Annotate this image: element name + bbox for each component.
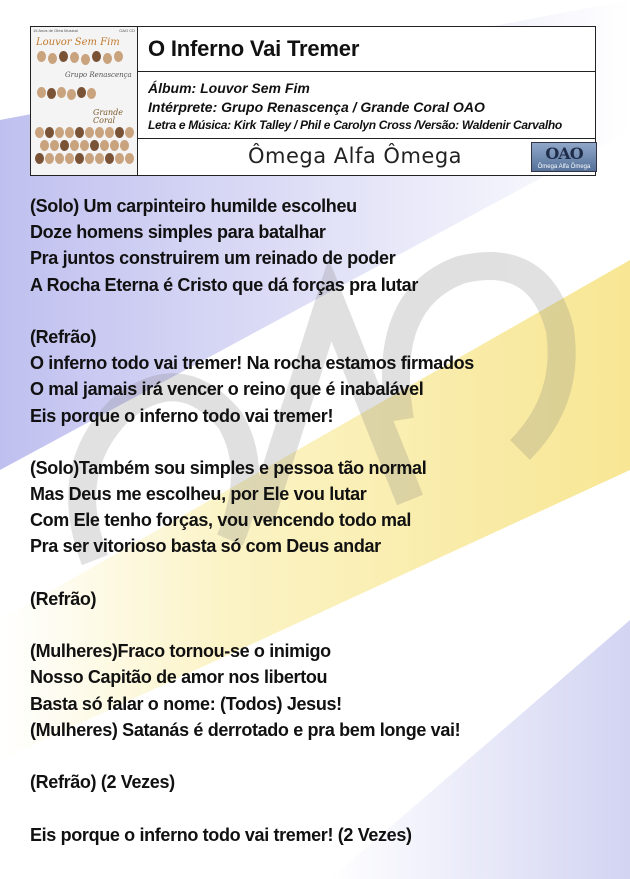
lyric-line: Eis porque o inferno todo vai tremer! [30,405,334,426]
title-cell [138,27,595,72]
lyric-line: Pra juntos construirem um reinado de poder [30,248,396,269]
performer-line: Intérprete: Grupo Renascença / Grande Coral OAO [148,99,485,115]
lyric-line: Mas Deus me escolheu, por Ele vou lutar [30,484,367,505]
cover-album-title: Louvor Sem Fim [36,37,120,48]
brand-text: Ômega Alfa Ômega [248,144,463,168]
album-cover [31,27,138,175]
credits-line: Letra e Música: Kirk Talley / Phil e Carolyn Cross /Versão: Waldenir Carvalho [148,118,562,132]
cover-top-left: 15 Anos de Obra Musical [33,28,78,33]
lyric-line: Pra ser vitorioso basta só com Deus andar [30,536,381,557]
cover-top-line [33,28,135,33]
lyric-line [30,795,610,821]
lyric-line: Nosso Capitão de amor nos libertou [30,667,328,688]
lyric-line: (Mulheres)Fraco tornou-se o inimigo [30,641,331,662]
logo-mark: OAO [545,144,583,163]
lyric-line: (Refrão) [30,326,97,347]
lyric-line [30,429,610,455]
lyrics-body [30,193,610,848]
lyric-line: (Solo) Um carpinteiro humilde escolheu [30,196,357,216]
lyric-line: (Solo)Também sou simples e pessoa tão normal [30,457,427,478]
lyric-line: Doze homens simples para batalhar [30,222,326,243]
lyric-line: A Rocha Eterna é Cristo que dá forças pra lutar [30,274,418,295]
song-info [138,72,595,139]
brand-cell [138,139,595,175]
album-line: Álbum: Louvor Sem Fim [148,80,310,96]
song-header [30,26,596,176]
cover-coral-name: Grande Coral [93,108,123,125]
lyric-line: Basta só falar o nome: (Todos) Jesus! [30,693,342,714]
lyric-line [30,560,610,586]
lyric-line: Com Ele tenho forças, vou vencendo todo mal [30,510,412,531]
lyric-line: O mal jamais irá vencer o reino que é inabalável [30,379,424,400]
lyric-line [30,612,610,638]
song-title: O Inferno Vai Tremer [148,36,360,61]
cover-top-right: OAO CD [119,28,135,33]
lyric-line: (Refrão) (2 Vezes) [30,772,175,793]
logo-subtitle: Ômega Alfa Ômega [537,164,591,170]
lyric-line [30,298,610,324]
lyric-line: (Mulheres) Satanás é derrotado e pra bem longe vai! [30,719,461,740]
lyric-line: O inferno todo vai tremer! Na rocha estamos firmados [30,353,474,374]
lyric-line: Eis porque o inferno todo vai tremer! (2 Vezes) [30,824,412,845]
oao-logo-icon [531,142,597,172]
lyric-line: (Refrão) [30,588,97,609]
cover-group-name: Grupo Renascença [65,71,132,79]
lyric-line [30,743,610,769]
